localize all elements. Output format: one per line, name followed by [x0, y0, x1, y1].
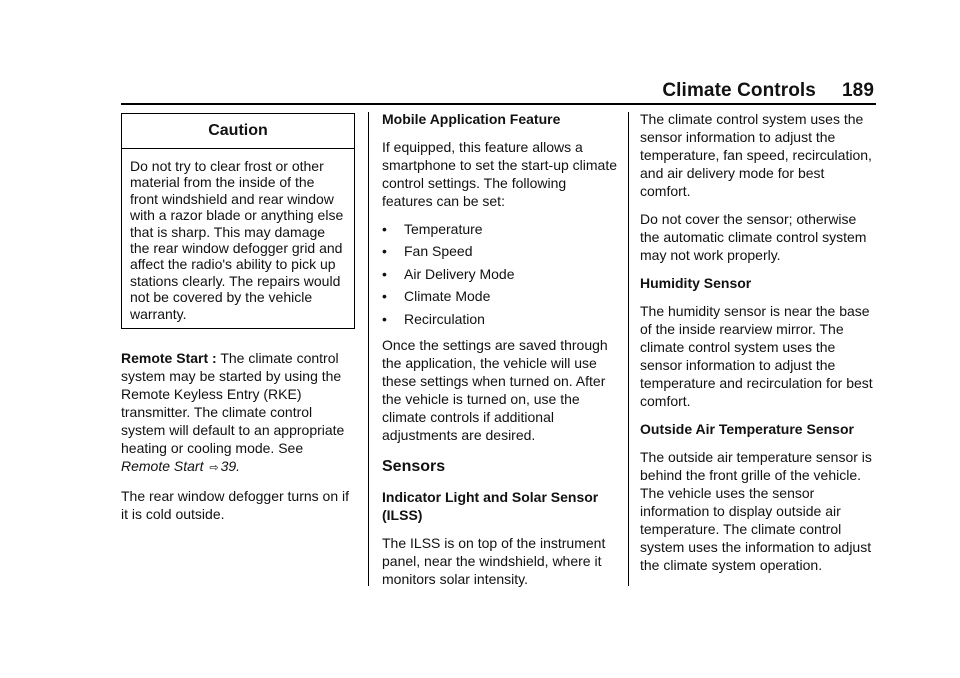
caution-box — [121, 113, 355, 329]
cover-warning-paragraph: Do not cover the sensor; otherwise the automatic climate control system may not work properly. — [640, 211, 867, 263]
bullet: • — [382, 310, 387, 327]
feature-list — [382, 220, 618, 328]
header-rule — [121, 103, 876, 105]
list-item — [382, 310, 618, 328]
caution-text: Do not try to clear frost or other material from the inside of the front windshield and rear window with a razor blade or anything else that is sharp. This may damage the rear window defogger grid and affect the radio's ability to pick up stations clearly. The repairs would not be covered by the vehicle warranty. — [130, 158, 344, 322]
feature-label: Fan Speed — [404, 243, 473, 260]
mobile-app-intro: If equipped, this feature allows a smartphone to set the start-up climate control settings. The following features can be set: — [382, 139, 617, 209]
humidity-paragraph: The humidity sensor is near the base of the inside rearview mirror. The climate control system uses the sensor information to adjust the temperature and recirculation for best comfort. — [640, 303, 873, 409]
list-item — [382, 220, 618, 238]
remote-start-text: The climate control system may be started by using the Remote Keyless Entry (RKE) transmitter. The climate control system will default to an appropriate heating or cooling mode. See — [121, 350, 345, 457]
ilss-heading: Indicator Light and Solar Sensor (ILSS) — [382, 488, 599, 523]
column-1 — [121, 110, 355, 533]
sensors-heading: Sensors — [382, 457, 446, 475]
humidity-heading: Humidity Sensor — [640, 275, 752, 291]
remote-start-label: Remote Start : — [121, 350, 217, 367]
remote-start-paragraph — [121, 349, 355, 477]
mobile-app-heading: Mobile Application Feature — [382, 111, 561, 127]
feature-label: Climate Mode — [404, 288, 491, 305]
ilss-paragraph: The ILSS is on top of the instrument panel, near the windshield, where it monitors solar intensity. — [382, 534, 606, 587]
remote-start-link[interactable]: Remote Start — [121, 458, 204, 475]
page-header — [620, 80, 874, 102]
feature-label: Temperature — [404, 221, 483, 237]
outside-air-heading: Outside Air Temperature Sensor — [640, 421, 854, 437]
settings-saved-paragraph: Once the settings are saved through the application, the vehicle will use these settings when turned on. After the vehicle is turned on, use the climate controls if additional adjustments are desired. — [382, 336, 608, 443]
list-item — [382, 242, 618, 260]
feature-label: Recirculation — [404, 310, 485, 327]
outside-air-paragraph: The outside air temperature sensor is behind the front grille of the vehicle. The vehicle uses the sensor information to display outside air temperature. The climate control system uses the information to adjust the climate system operation. — [640, 449, 872, 573]
section-title: Climate Controls — [662, 80, 816, 101]
bullet: • — [382, 243, 387, 260]
column-3 — [640, 110, 876, 584]
defogger-paragraph: The rear window defogger turns on if it is cold outside. — [121, 488, 350, 523]
bullet: • — [382, 265, 387, 282]
climate-sensor-paragraph: The climate control system uses the sensor information to adjust the temperature, fan speed, recirculation, and air delivery mode for best comfort. — [640, 111, 872, 199]
list-item — [382, 287, 618, 305]
feature-label: Air Delivery Mode — [404, 265, 515, 282]
page-ref-arrow-icon: ⇨ — [209, 462, 219, 475]
bullet: • — [382, 221, 387, 237]
bullet: • — [382, 288, 387, 305]
column-2 — [382, 110, 618, 598]
column-divider-2 — [628, 112, 629, 586]
column-divider-1 — [368, 112, 369, 586]
list-item — [382, 265, 618, 283]
page-number: 189 — [841, 80, 874, 101]
remote-start-page-ref[interactable]: 39. — [220, 458, 241, 475]
caution-title: Caution — [208, 122, 268, 139]
